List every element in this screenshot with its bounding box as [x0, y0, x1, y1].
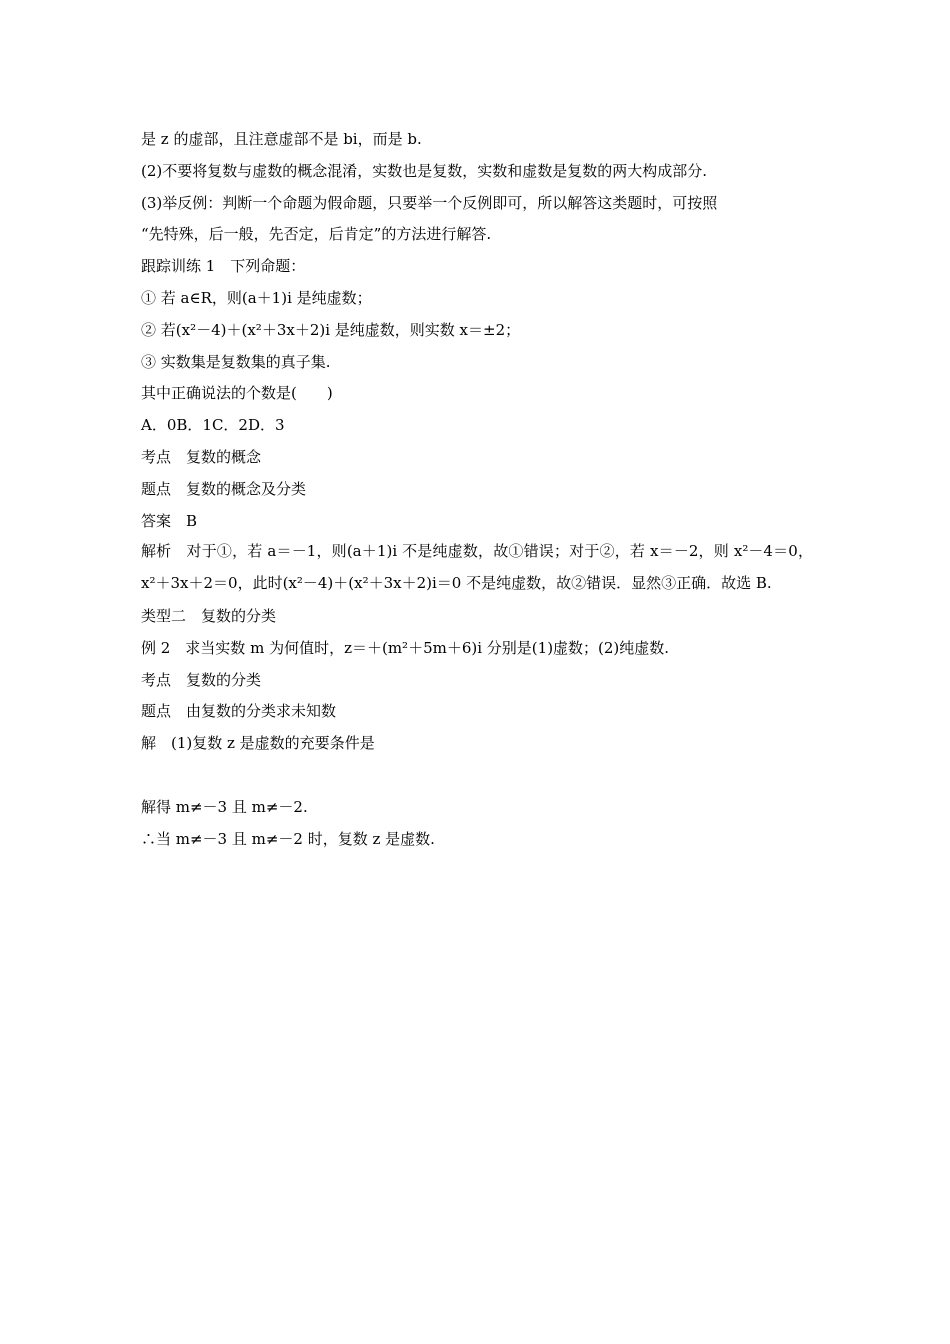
question-stem: 其中正确说法的个数是( ): [141, 384, 333, 403]
proposition-1: ① 若 a∈R，则(a＋1)i 是纯虚数；: [141, 288, 372, 307]
document-page: [141, 128, 813, 859]
analysis-paragraph: 解析 对于①，若 a＝－1，则(a＋1)i 不是纯虚数，故①错误；对于②，若 x＝－2，则 x²－4＝0，x²＋3x＋2＝0，此时(x²－4)＋(x²＋3x＋2)i＝0 不是纯虚数，故②错误．显然③正确．故选 B.: [141, 542, 813, 593]
example-question-point: 题点 由复数的分类求未知数: [141, 702, 337, 721]
exercise-heading: 跟踪训练 1 下列命题：: [141, 257, 306, 276]
proposition-2: ② 若(x²－4)＋(x²＋3x＋2)i 是纯虚数，则实数 x＝±2；: [141, 320, 521, 339]
solution-result: 解得 m≠－3 且 m≠－2.: [141, 797, 308, 816]
text-line-2: (2)不要将复数与虚数的概念混淆，实数也是复数，实数和虚数是复数的两大构成部分.: [141, 161, 708, 180]
text-line-1: 是 z 的虚部，且注意虚部不是 bi，而是 b.: [141, 130, 422, 148]
section-heading: 类型二 复数的分类: [141, 607, 277, 626]
example-knowledge-point: 考点 复数的分类: [141, 670, 262, 689]
example-2: 例 2 求当实数 m 为何值时，z＝＋(m²＋5m＋6)i 分别是(1)虚数；(2)纯虚数.: [141, 638, 670, 657]
solution-conclusion: ∴当 m≠－3 且 m≠－2 时，复数 z 是虚数.: [141, 829, 435, 848]
answer: 答案 B: [141, 511, 198, 530]
proposition-3: ③ 实数集是复数集的真子集.: [141, 352, 331, 371]
blank-space: [141, 764, 813, 786]
text-line-3: (3)举反例：判断一个命题为假命题，只要举一个反例即可，所以解答这类题时，可按照: [141, 193, 718, 212]
text-line-4: “先特殊，后一般，先否定，后肯定”的方法进行解答.: [141, 225, 492, 244]
knowledge-point: 考点 复数的概念: [141, 447, 262, 466]
answer-options: A．0B．1C．2D．3: [141, 416, 285, 435]
question-point: 题点 复数的概念及分类: [141, 479, 307, 498]
solution-start: 解 (1)复数 z 是虚数的充要条件是: [141, 734, 375, 753]
